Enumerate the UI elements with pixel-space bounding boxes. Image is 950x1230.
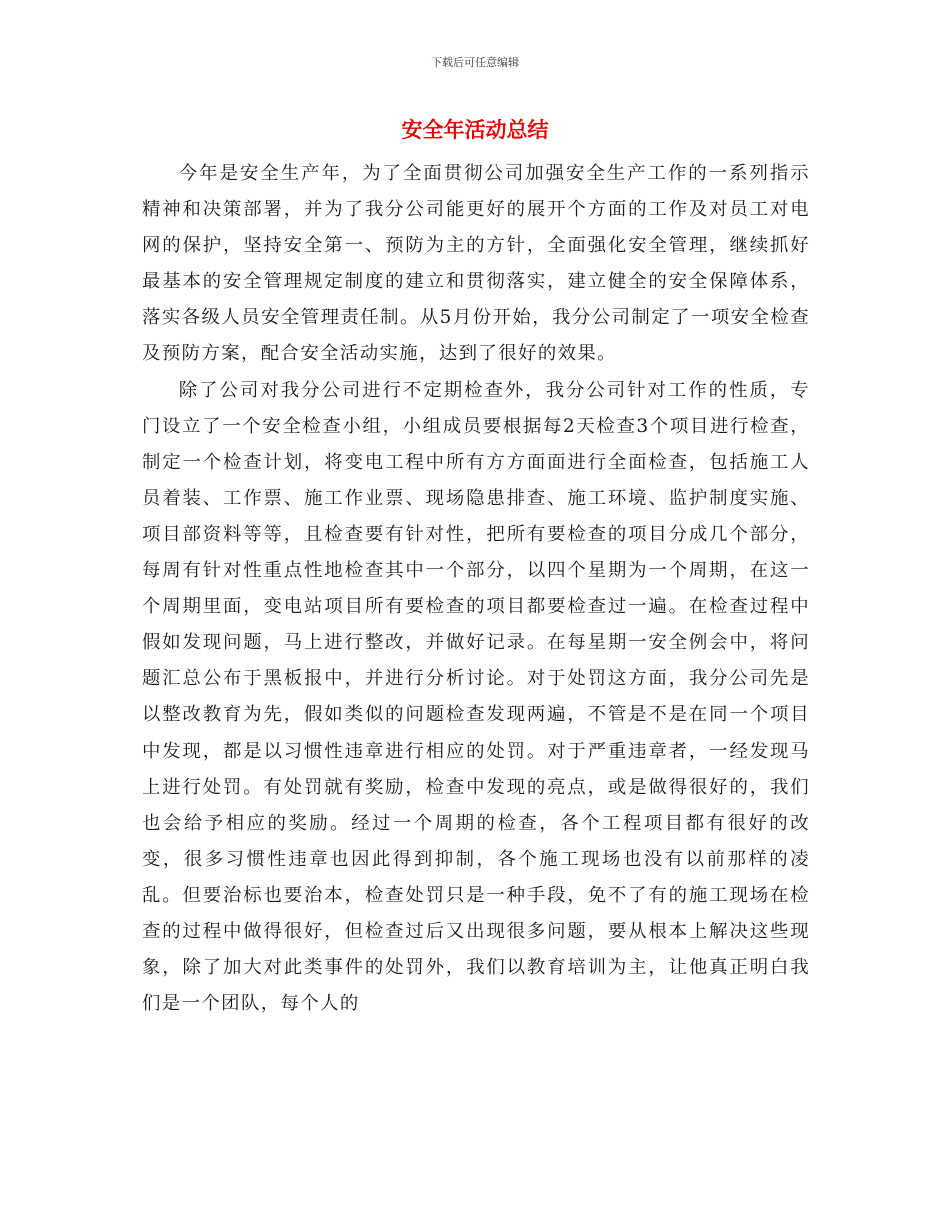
- paragraph-2: 除了公司对我分公司进行不定期检查外，我分公司针对工作的性质，专门设立了一个安全检查小组，小组成员要根据每2天检查3个项目进行检查，制定一个检查计划，将变电工程中所有方方面面进行全面检查，包括施工人员着装、工作票、施工作业票、现场隐患排查、施工环境、监护制度实施、项目部资料等等，且检查要有针对性，把所有要检查的项目分成几个部分，每周有针对性重点性地检查其中一个部分，以四个星期为一个周期，在这一个周期里面，变电站项目所有要检查的项目都要检查过一遍。在检查过程中假如发现问题，马上进行整改，并做好记录。在每星期一安全例会中，将问题汇总公布于黑板报中，并进行分析讨论。对于处罚这方面，我分公司先是以整改教育为先，假如类似的问题检查发现两遍，不管是不是在同一个项目中发现，都是以习惯性违章进行相应的处罚。对于严重违章者，一经发现马上进行处罚。有处罚就有奖励，检查中发现的亮点，或是做得很好的，我们也会给予相应的奖励。经过一个周期的检查，各个工程项目都有很好的改变，很多习惯性违章也因此得到抑制，各个施工现场也没有以前那样的凌乱。但要治标也要治本，检查处罚只是一种手段，免不了有的施工现场在检查的过程中做得很好，但检查过后又出现很多问题，要从根本上解决这些现象，除了加大对此类事件的处罚外，我们以教育培训为主，让他真正明白我们是一个团队，每个人的: [142, 379, 810, 1015]
- document-title: 安全年活动总结: [401, 118, 549, 142]
- document-body: [142, 156, 810, 1022]
- header-note: 下载后可任意编辑: [431, 56, 519, 69]
- paragraph-1: 今年是安全生产年，为了全面贯彻公司加强安全生产工作的一系列指示精神和决策部署，并为了我分公司能更好的展开个方面的工作及对员工对电网的保护，坚持安全第一、预防为主的方针，全面强化安全管理，继续抓好最基本的安全管理规定制度的建立和贯彻落实，建立健全的安全保障体系，落实各级人员安全管理责任制。从5月份开始，我分公司制定了一项安全检查及预防方案，配合安全活动实施，达到了很好的效果。: [142, 163, 810, 365]
